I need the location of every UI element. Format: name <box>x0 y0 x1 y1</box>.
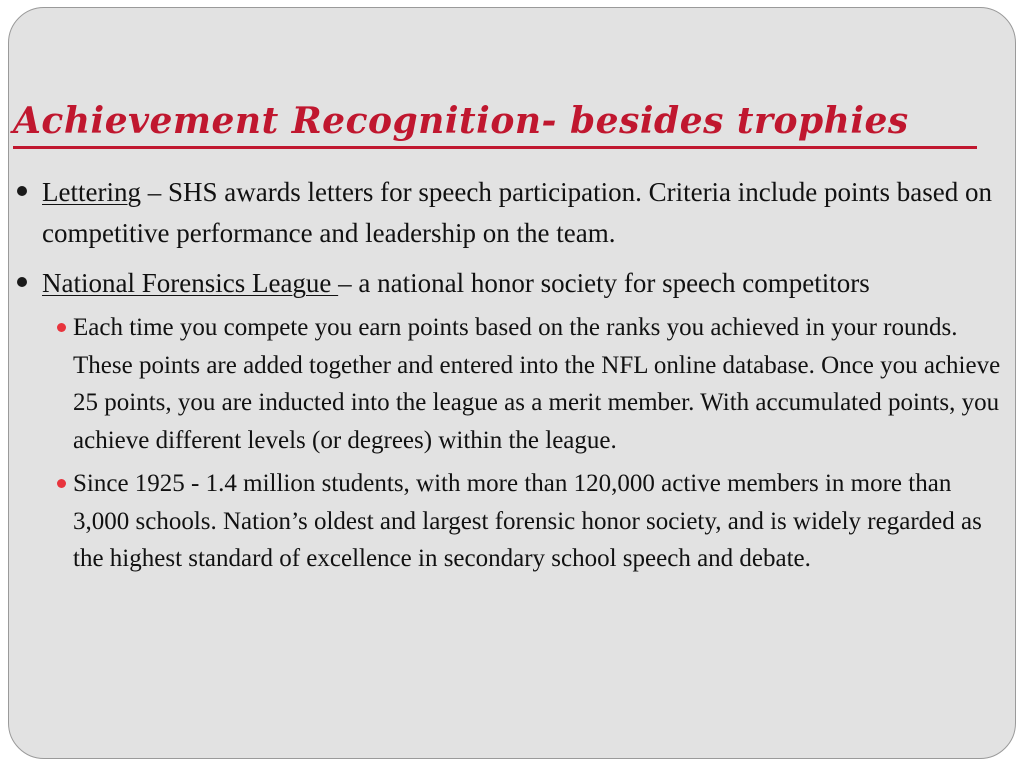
bullet-dot-icon <box>17 277 27 287</box>
lettering-term: Lettering <box>42 177 141 207</box>
nfl-term: National Forensics League <box>42 268 339 298</box>
slide-title: Achievement Recognition- besides trophies <box>13 100 909 142</box>
bullet-lettering <box>17 172 1007 254</box>
title-underline <box>13 146 977 149</box>
sub-bullet-dot-icon <box>57 323 66 332</box>
sub-bullet-history-text: Since 1925 - 1.4 million students, with more than 120,000 active members in more than 3,000 schools. Nation’s oldest and largest forensic honor society, and is widely regarded as the highest standard of excellence in secondary school speech and debate. <box>73 470 982 572</box>
sub-bullet-points-text: Each time you compete you earn points based on the ranks you achieved in your rounds. These points are added together and entered into the NFL online database. Once you achieve 25 points, you are inducted into the league as a merit member. With accumulated points, you achieve different levels (or degrees) within the league. <box>73 314 1001 454</box>
slide-content <box>17 172 1007 584</box>
bullet-dot-icon <box>17 186 27 196</box>
nfl-text: – a national honor society for speech competitors <box>338 268 870 298</box>
sub-bullet-dot-icon <box>57 479 66 488</box>
sub-bullet-history <box>17 465 1007 578</box>
bullet-nfl <box>17 263 1007 304</box>
slide <box>8 7 1016 759</box>
sub-bullet-points <box>17 309 1007 459</box>
lettering-text: – SHS awards letters for speech participation. Criteria include points based on competitive performance and leadership on the team. <box>42 177 992 248</box>
